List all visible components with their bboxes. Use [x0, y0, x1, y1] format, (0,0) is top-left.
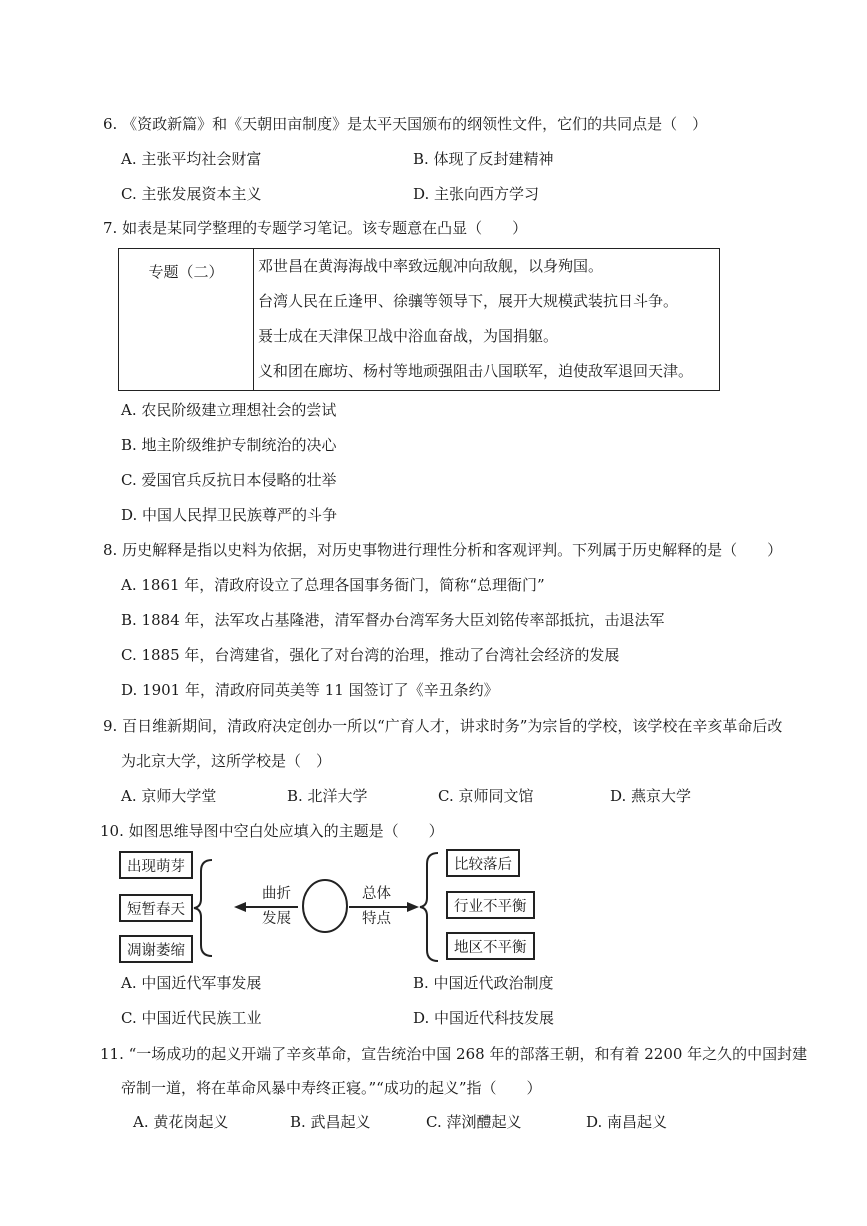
question-11-option-d: D. 南昌起义 [586, 1113, 668, 1131]
question-11-stem-line-2: 帝制一道，将在革命风暴中寿终正寝。”“成功的起义”指（ ） [121, 1079, 542, 1097]
question-9-option-b: B. 北洋大学 [287, 787, 368, 805]
question-11-option-b: B. 武昌起义 [290, 1113, 371, 1131]
question-6-option-a: A. 主张平均社会财富 [121, 150, 262, 168]
question-10-option-c: C. 中国近代民族工业 [121, 1009, 262, 1027]
table-topic-label: 专题（二） [148, 263, 224, 281]
question-9-stem-line-1: 9. 百日维新期间，清政府决定创办一所以“广育人才，讲求时务”为宗旨的学校，该学校在辛亥革命后改 [103, 717, 783, 735]
question-9-option-c: C. 京师同文馆 [438, 787, 534, 805]
right-brace [420, 853, 438, 961]
question-7-option-a: A. 农民阶级建立理想社会的尝试 [121, 401, 337, 419]
table-line: 聂士成在天津保卫战中浴血奋战，为国捐躯。 [258, 327, 559, 345]
mindmap-right-box: 行业不平衡 [446, 891, 535, 919]
question-11-option-a: A. 黄花岗起义 [133, 1113, 229, 1131]
question-11-option-c: C. 萍浏醴起义 [426, 1113, 522, 1131]
mindmap-right-label-top: 总体 [362, 886, 391, 902]
left-brace [194, 860, 212, 956]
question-8-option-a: A. 1861 年，清政府设立了总理各国事务衙门，简称“总理衙门” [121, 576, 545, 594]
left-arrowhead [234, 902, 246, 912]
question-7-option-c: C. 爱国官兵反抗日本侵略的壮举 [121, 471, 337, 489]
question-8-option-c: C. 1885 年，台湾建省，强化了对台湾的治理，推动了台湾社会经济的发展 [121, 646, 620, 664]
blank-topic-circle [303, 880, 347, 932]
question-8-option-d: D. 1901 年，清政府同英美等 11 国签订了《辛丑条约》 [121, 681, 499, 699]
mindmap-right-box: 地区不平衡 [446, 932, 535, 960]
mindmap-left-box: 出现萌芽 [119, 851, 193, 879]
question-9-option-a: A. 京师大学堂 [121, 787, 217, 805]
table-line: 台湾人民在丘逢甲、徐骧等领导下，展开大规模武装抗日斗争。 [258, 292, 679, 310]
mindmap-right-box: 比较落后 [446, 849, 520, 877]
mindmap-right-label-bottom: 特点 [362, 911, 391, 927]
question-6-stem: 6. 《资政新篇》和《天朝田亩制度》是太平天国颁布的纲领性文件，它们的共同点是（ ） [103, 115, 708, 133]
question-6-option-d: D. 主张向西方学习 [413, 185, 540, 203]
question-11-stem-line-1: 11. “一场成功的起义开端了辛亥革命，宣告统治中国 268 年的部落王朝，和有着 2200 年之久的中国封建 [100, 1045, 808, 1063]
mindmap-left-label-top: 曲折 [262, 886, 291, 902]
question-8-option-b: B. 1884 年，法军攻占基隆港，清军督办台湾军务大臣刘铭传率部抵抗，击退法军 [121, 611, 665, 629]
question-10-option-b: B. 中国近代政治制度 [413, 974, 554, 992]
question-7-option-b: B. 地主阶级维护专制统治的决心 [121, 436, 337, 454]
right-arrowhead [407, 902, 419, 912]
question-7-stem: 7. 如表是某同学整理的专题学习笔记。该专题意在凸显（ ） [103, 219, 528, 237]
question-10-option-a: A. 中国近代军事发展 [121, 974, 262, 992]
question-10-stem: 10. 如图思维导图中空白处应填入的主题是（ ） [100, 822, 444, 840]
question-8-stem: 8. 历史解释是指以史料为依据，对历史事物进行理性分析和客观评判。下列属于历史解释的是（ ） [103, 541, 783, 559]
table-line: 邓世昌在黄海海战中率致远舰冲向敌舰，以身殉国。 [258, 257, 604, 275]
question-6-option-b: B. 体现了反封建精神 [413, 150, 554, 168]
question-10-option-d: D. 中国近代科技发展 [413, 1009, 555, 1027]
table-line: 义和团在廊坊、杨村等地顽强阻击八国联军，迫使敌军退回天津。 [258, 362, 694, 380]
mindmap-left-box: 凋谢萎缩 [119, 935, 193, 963]
question-9-option-d: D. 燕京大学 [610, 787, 692, 805]
question-9-stem-line-2: 为北京大学，这所学校是（ ） [121, 752, 332, 770]
mindmap-left-label-bottom: 发展 [262, 911, 291, 927]
mindmap-left-box: 短暂春天 [119, 894, 193, 922]
question-7-option-d: D. 中国人民捍卫民族尊严的斗争 [121, 506, 338, 524]
question-6-option-c: C. 主张发展资本主义 [121, 185, 262, 203]
